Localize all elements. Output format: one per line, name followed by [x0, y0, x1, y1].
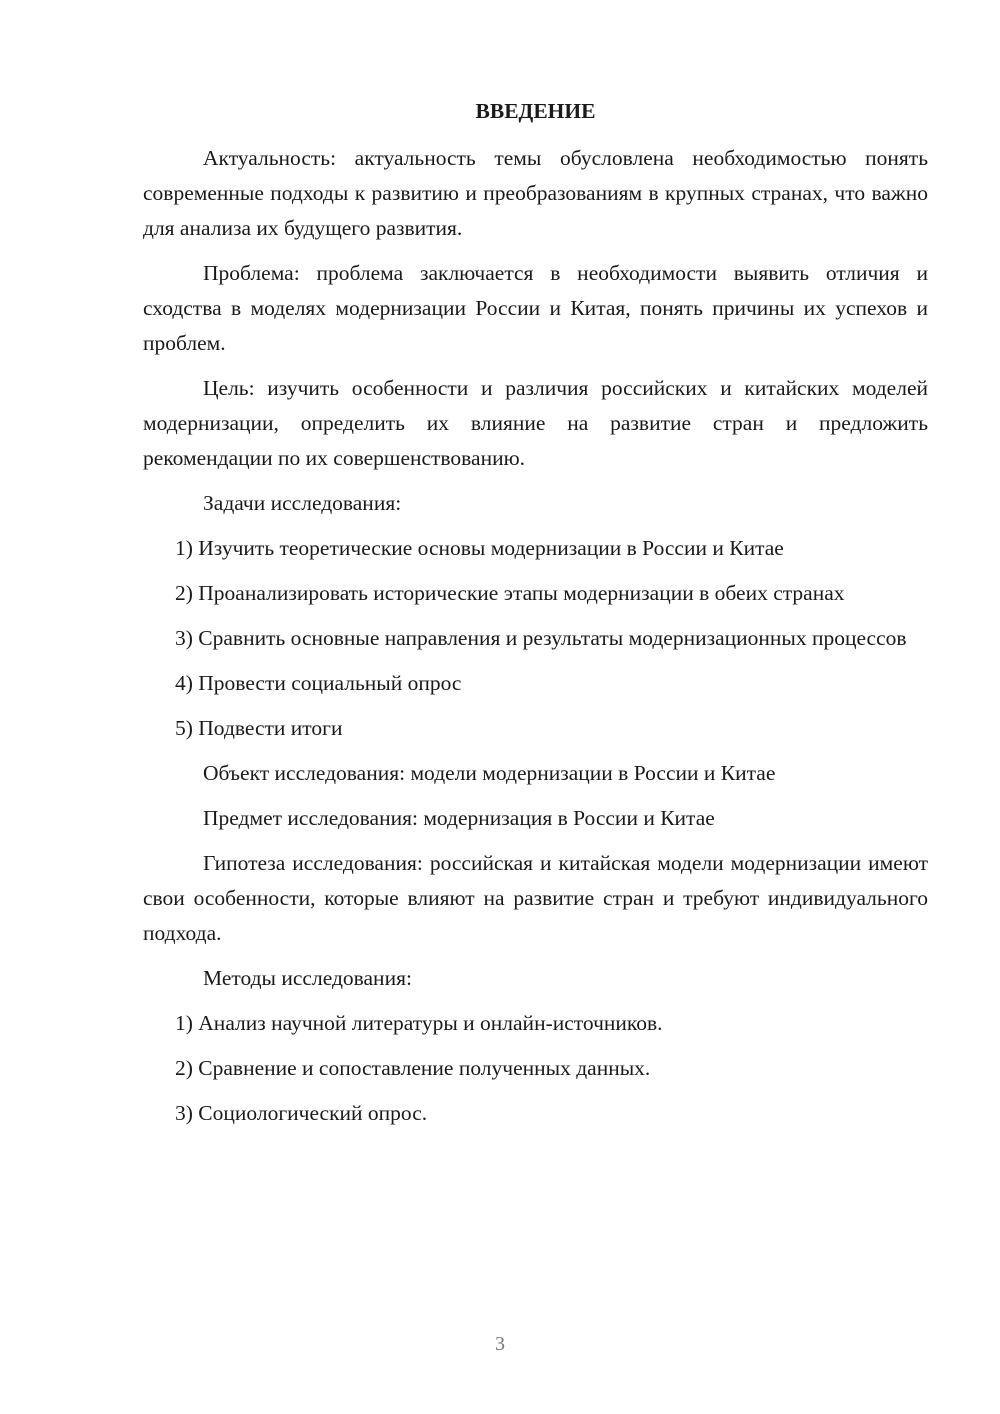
object-paragraph: Объект исследования: модели модернизации в России и Китае: [203, 761, 776, 785]
method-item-3: 3) Социологический опрос.: [175, 1101, 428, 1125]
hypothesis-paragraph: Гипотеза исследования: российская и китайская модели модернизации имеют свои особенности, которые влияют на развитие стран и требуют индивидуального подхода.: [143, 851, 928, 945]
goal-paragraph: Цель: изучить особенности и различия российских и китайских моделей модернизации, определить их влияние на развитие стран и предложить рекомендации по их совершенствованию.: [143, 376, 928, 470]
methods-heading: Методы исследования:: [203, 966, 412, 990]
task-item-5: 5) Подвести итоги: [175, 716, 343, 740]
problem-paragraph: Проблема: проблема заключается в необходимости выявить отличия и сходства в моделях модернизации России и Китая, понять причины их успехов и проблем.: [143, 261, 928, 355]
page-number: 3: [495, 1333, 505, 1355]
tasks-heading: Задачи исследования:: [203, 491, 402, 515]
task-item-2: 2) Проанализировать исторические этапы модернизации в обеих странах: [175, 581, 845, 605]
document-body: [143, 94, 928, 1131]
task-item-3: 3) Сравнить основные направления и результаты модернизационных процессов: [175, 626, 907, 650]
task-item-1: 1) Изучить теоретические основы модернизации в России и Китае: [175, 536, 784, 560]
subject-paragraph: Предмет исследования: модернизация в России и Китае: [203, 806, 715, 830]
method-item-2: 2) Сравнение и сопоставление полученных данных.: [175, 1056, 651, 1080]
task-item-4: 4) Провести социальный опрос: [175, 671, 462, 695]
relevance-paragraph: Актуальность: актуальность темы обусловлена необходимостью понять современные подходы к развитию и преобразованиям в крупных странах, что важно для анализа их будущего развития.: [143, 146, 928, 240]
method-item-1: 1) Анализ научной литературы и онлайн-источников.: [175, 1011, 663, 1035]
page-title: ВВЕДЕНИЕ: [475, 99, 596, 123]
